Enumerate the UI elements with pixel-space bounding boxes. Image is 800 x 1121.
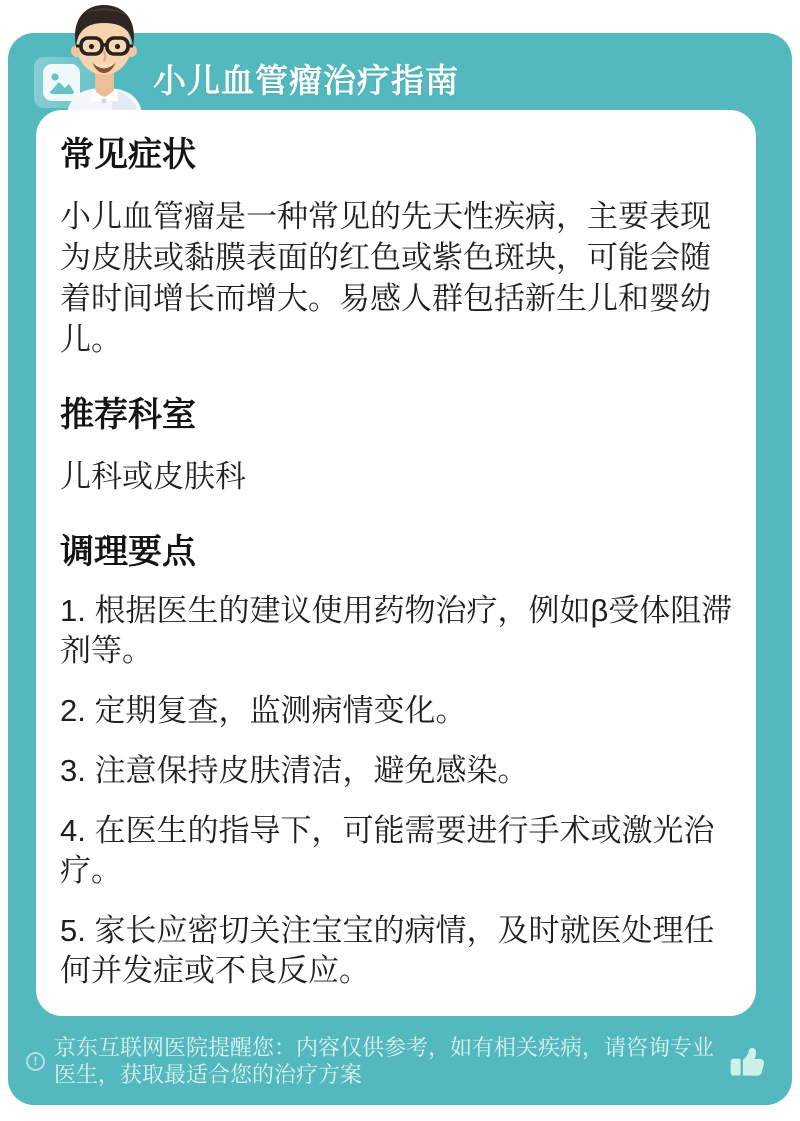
care-point-5: 5. 家长应密切关注宝宝的病情，及时就医处理任何并发症或不良反应。 bbox=[60, 913, 715, 988]
alert-circle-icon: ! bbox=[26, 1052, 45, 1071]
care-point-2: 2. 定期复查，监测病情变化。 bbox=[60, 693, 467, 728]
doctor-avatar bbox=[52, 2, 157, 119]
care-point-4: 4. 在医生的指导下，可能需要进行手术或激光治疗。 bbox=[60, 813, 715, 888]
care-point-1: 1. 根据医生的建议使用药物治疗，例如β受体阻滞剂等。 bbox=[60, 593, 733, 668]
care-points-list bbox=[60, 591, 740, 991]
disclaimer-text: 京东互联网医院提醒您：内容仅供参考，如有相关疾病，请咨询专业医生，获取最适合您的治疗方案 bbox=[54, 1035, 715, 1087]
symptoms-text: 小儿血管瘤是一种常见的先天性疾病，主要表现为皮肤或黏膜表面的红色或紫色斑块，可能会随着时间增长而增大。易感人群包括新生儿和婴幼儿。 bbox=[60, 199, 711, 357]
footer-disclaimer-bar bbox=[26, 1034, 786, 1088]
guide-card bbox=[36, 110, 756, 1016]
section-heading-symptoms: 常见症状 bbox=[60, 136, 196, 174]
page-title: 小儿血管瘤治疗指南 bbox=[153, 62, 459, 99]
thumbs-up-icon[interactable] bbox=[727, 1041, 767, 1081]
section-heading-department: 推荐科室 bbox=[60, 396, 196, 434]
guide-panel bbox=[8, 33, 792, 1105]
section-heading-care: 调理要点 bbox=[60, 533, 196, 571]
care-point-3: 3. 注意保持皮肤清洁，避免感染。 bbox=[60, 753, 529, 788]
department-text: 儿科或皮肤科 bbox=[60, 459, 246, 494]
